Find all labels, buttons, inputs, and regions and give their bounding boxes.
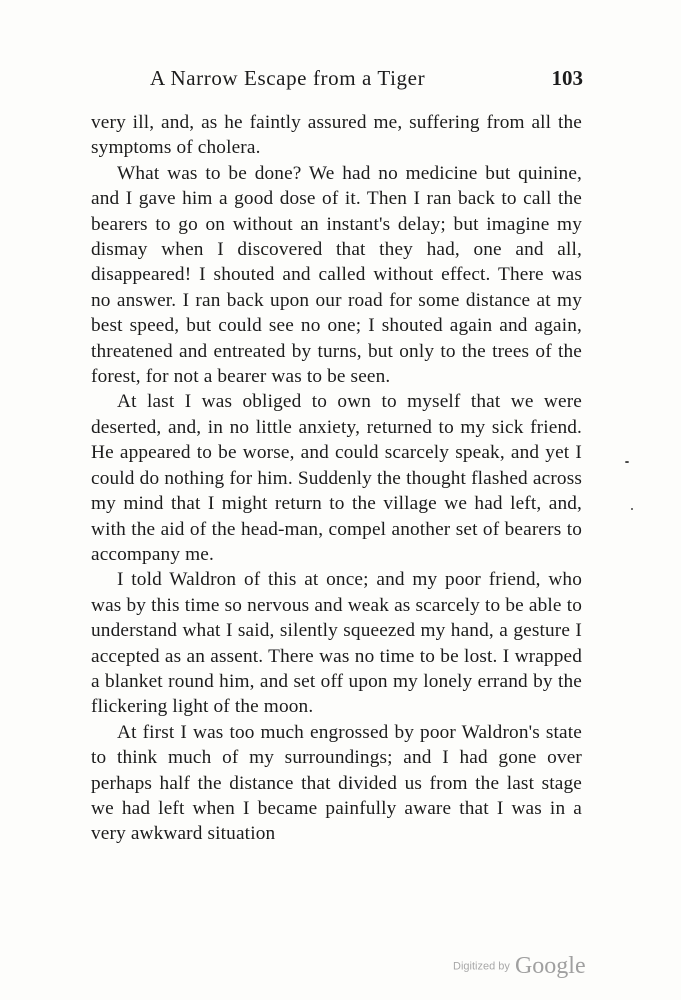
digitization-watermark	[453, 953, 586, 980]
ink-speck	[631, 508, 633, 510]
page-number: 103	[551, 66, 583, 90]
paragraph: At first I was too much engrossed by poor Waldron's state to think much of my surroundings; and I had gone over perhaps half the distance that divided us from the last stage we had left when I became painfully aware that I was in a very awkward situation	[91, 721, 582, 845]
paragraph: At last I was obliged to own to myself that we were deserted, and, in no little anxiety, returned to my sick friend. He appeared to be worse, and could scarcely speak, and yet I could do nothing for him. Suddenly the thought flashed across my mind that I might return to the village we had left, and, with the aid of the head-man, compel another set of bearers to accompany me.	[91, 391, 582, 565]
ink-speck	[625, 461, 629, 463]
paragraph: I told Waldron of this at once; and my poor friend, who was by this time so nervous and weak as scarcely to be able to understand what I said, silently squeezed my hand, a gesture I accepted as an assent. There was no time to be lost. I wrapped a blanket round him, and set off upon my lonely errand by the flickering light of the moon.	[91, 569, 582, 718]
body-text	[91, 110, 582, 847]
google-logo: Google	[514, 953, 586, 979]
paragraph: What was to be done? We had no medicine but quinine, and I gave him a good dose of it. Then I ran back to call the bearers to go on without an instant's delay; but imagine my dismay when I discovered that they had, one and all, disappeared! I shouted and called without effect. There was no answer. I ran back upon our road for some distance at my best speed, but could see no one; I shouted again and again, threatened and entreated by turns, but only to the trees of the forest, for not a bearer was to be seen.	[91, 162, 582, 388]
running-title: A Narrow Escape from a Tiger	[150, 66, 426, 90]
watermark-prefix: Digitized by	[453, 960, 510, 973]
running-head	[90, 66, 583, 94]
paragraph-continuation: very ill, and, as he faintly assured me, suffering from all the symptoms of cholera.	[91, 112, 582, 159]
